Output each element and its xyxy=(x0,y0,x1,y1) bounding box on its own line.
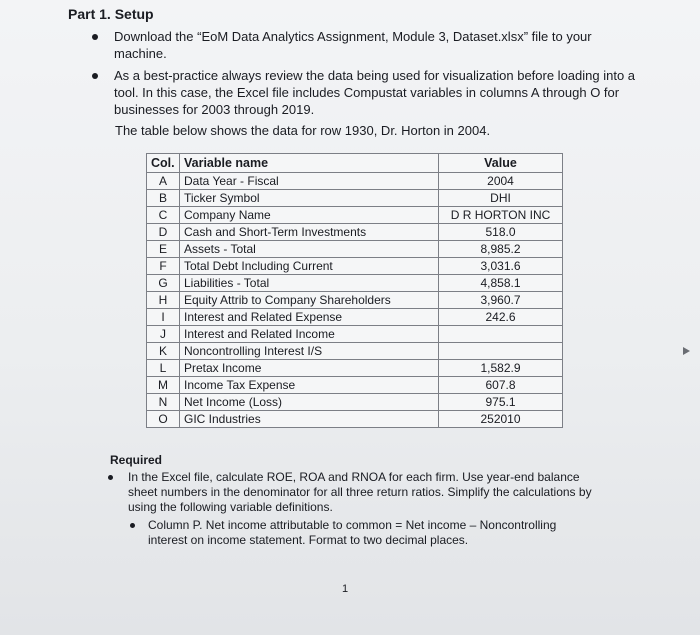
table-row xyxy=(147,377,563,394)
bullet-dot xyxy=(130,523,135,528)
table-row xyxy=(147,343,563,360)
cell-col: E xyxy=(147,241,180,258)
header-col: Col. xyxy=(147,154,180,173)
cell-value: 2004 xyxy=(439,173,563,190)
table-row xyxy=(147,411,563,428)
cell-value: 3,031.6 xyxy=(439,258,563,275)
cell-name: Net Income (Loss) xyxy=(180,394,439,411)
bullet-dot xyxy=(108,475,113,480)
required-heading: Required xyxy=(110,453,163,467)
cell-value: DHI xyxy=(439,190,563,207)
table-header-row xyxy=(147,154,563,173)
bullet-dot xyxy=(92,34,98,40)
cell-col: O xyxy=(147,411,180,428)
cell-col: N xyxy=(147,394,180,411)
cell-name: Total Debt Including Current xyxy=(180,258,439,275)
header-variable-name: Variable name xyxy=(180,154,439,173)
variable-table xyxy=(146,153,563,428)
table-intro: The table below shows the data for row 1930, Dr. Horton in 2004. xyxy=(115,123,491,138)
cell-col: K xyxy=(147,343,180,360)
table-row xyxy=(147,360,563,377)
table-row xyxy=(147,241,563,258)
cell-value: 975.1 xyxy=(439,394,563,411)
cell-col: G xyxy=(147,275,180,292)
cell-name: Income Tax Expense xyxy=(180,377,439,394)
cell-col: I xyxy=(147,309,180,326)
table-row xyxy=(147,292,563,309)
cell-col: D xyxy=(147,224,180,241)
cell-name: Interest and Related Income xyxy=(180,326,439,343)
bullet-download xyxy=(114,28,634,62)
required-sub-text: Column P. Net income attributable to common = Net income – Noncontrolling interest on income statement. Format to two decimal places. xyxy=(148,518,557,547)
cell-name: Assets - Total xyxy=(180,241,439,258)
header-value: Value xyxy=(439,154,563,173)
cell-name: Noncontrolling Interest I/S xyxy=(180,343,439,360)
cell-value: 607.8 xyxy=(439,377,563,394)
cell-col: L xyxy=(147,360,180,377)
cell-value: 518.0 xyxy=(439,224,563,241)
table-row xyxy=(147,394,563,411)
required-sub-instruction xyxy=(148,518,578,548)
cell-name: Liabilities - Total xyxy=(180,275,439,292)
table-row xyxy=(147,224,563,241)
cell-value xyxy=(439,326,563,343)
cell-col: A xyxy=(147,173,180,190)
bullet-text: As a best-practice always review the data being used for visualization before loading into a tool. In this case, the Excel file includes Compustat variables in columns A through O for businesses for 2003 through 2019. xyxy=(114,68,636,117)
table-row xyxy=(147,326,563,343)
cell-value: 1,582.9 xyxy=(439,360,563,377)
cell-value: 242.6 xyxy=(439,309,563,326)
cell-value xyxy=(439,343,563,360)
cell-name: GIC Industries xyxy=(180,411,439,428)
table-row xyxy=(147,258,563,275)
cell-value: 8,985.2 xyxy=(439,241,563,258)
bullet-text: Download the “EoM Data Analytics Assignment, Module 3, Dataset.xlsx” file to your machine. xyxy=(114,29,592,61)
cell-value: D R HORTON INC xyxy=(439,207,563,224)
cell-name: Interest and Related Expense xyxy=(180,309,439,326)
table-row xyxy=(147,309,563,326)
table-row xyxy=(147,190,563,207)
cell-name: Data Year - Fiscal xyxy=(180,173,439,190)
cell-value: 252010 xyxy=(439,411,563,428)
cell-col: B xyxy=(147,190,180,207)
cell-col: H xyxy=(147,292,180,309)
cell-value: 4,858.1 xyxy=(439,275,563,292)
bullet-dot xyxy=(92,73,98,79)
section-title: Part 1. Setup xyxy=(68,6,154,22)
table-row xyxy=(147,207,563,224)
cell-col: C xyxy=(147,207,180,224)
table-row xyxy=(147,173,563,190)
page-number: 1 xyxy=(342,583,349,595)
cell-col: J xyxy=(147,326,180,343)
required-text: In the Excel file, calculate ROE, ROA and RNOA for each firm. Use year-end balance sheet numbers in the denominator for all three return ratios. Simplify the calculations by using the following variable definitions. xyxy=(128,470,592,514)
cell-name: Pretax Income xyxy=(180,360,439,377)
cell-name: Cash and Short-Term Investments xyxy=(180,224,439,241)
cell-name: Company Name xyxy=(180,207,439,224)
cell-col: F xyxy=(147,258,180,275)
cell-col: M xyxy=(147,377,180,394)
cell-value: 3,960.7 xyxy=(439,292,563,309)
bullet-best-practice xyxy=(114,67,644,118)
arrow-marker-icon xyxy=(683,347,690,355)
required-instruction xyxy=(128,470,598,515)
table-row xyxy=(147,275,563,292)
cell-name: Ticker Symbol xyxy=(180,190,439,207)
cell-name: Equity Attrib to Company Shareholders xyxy=(180,292,439,309)
